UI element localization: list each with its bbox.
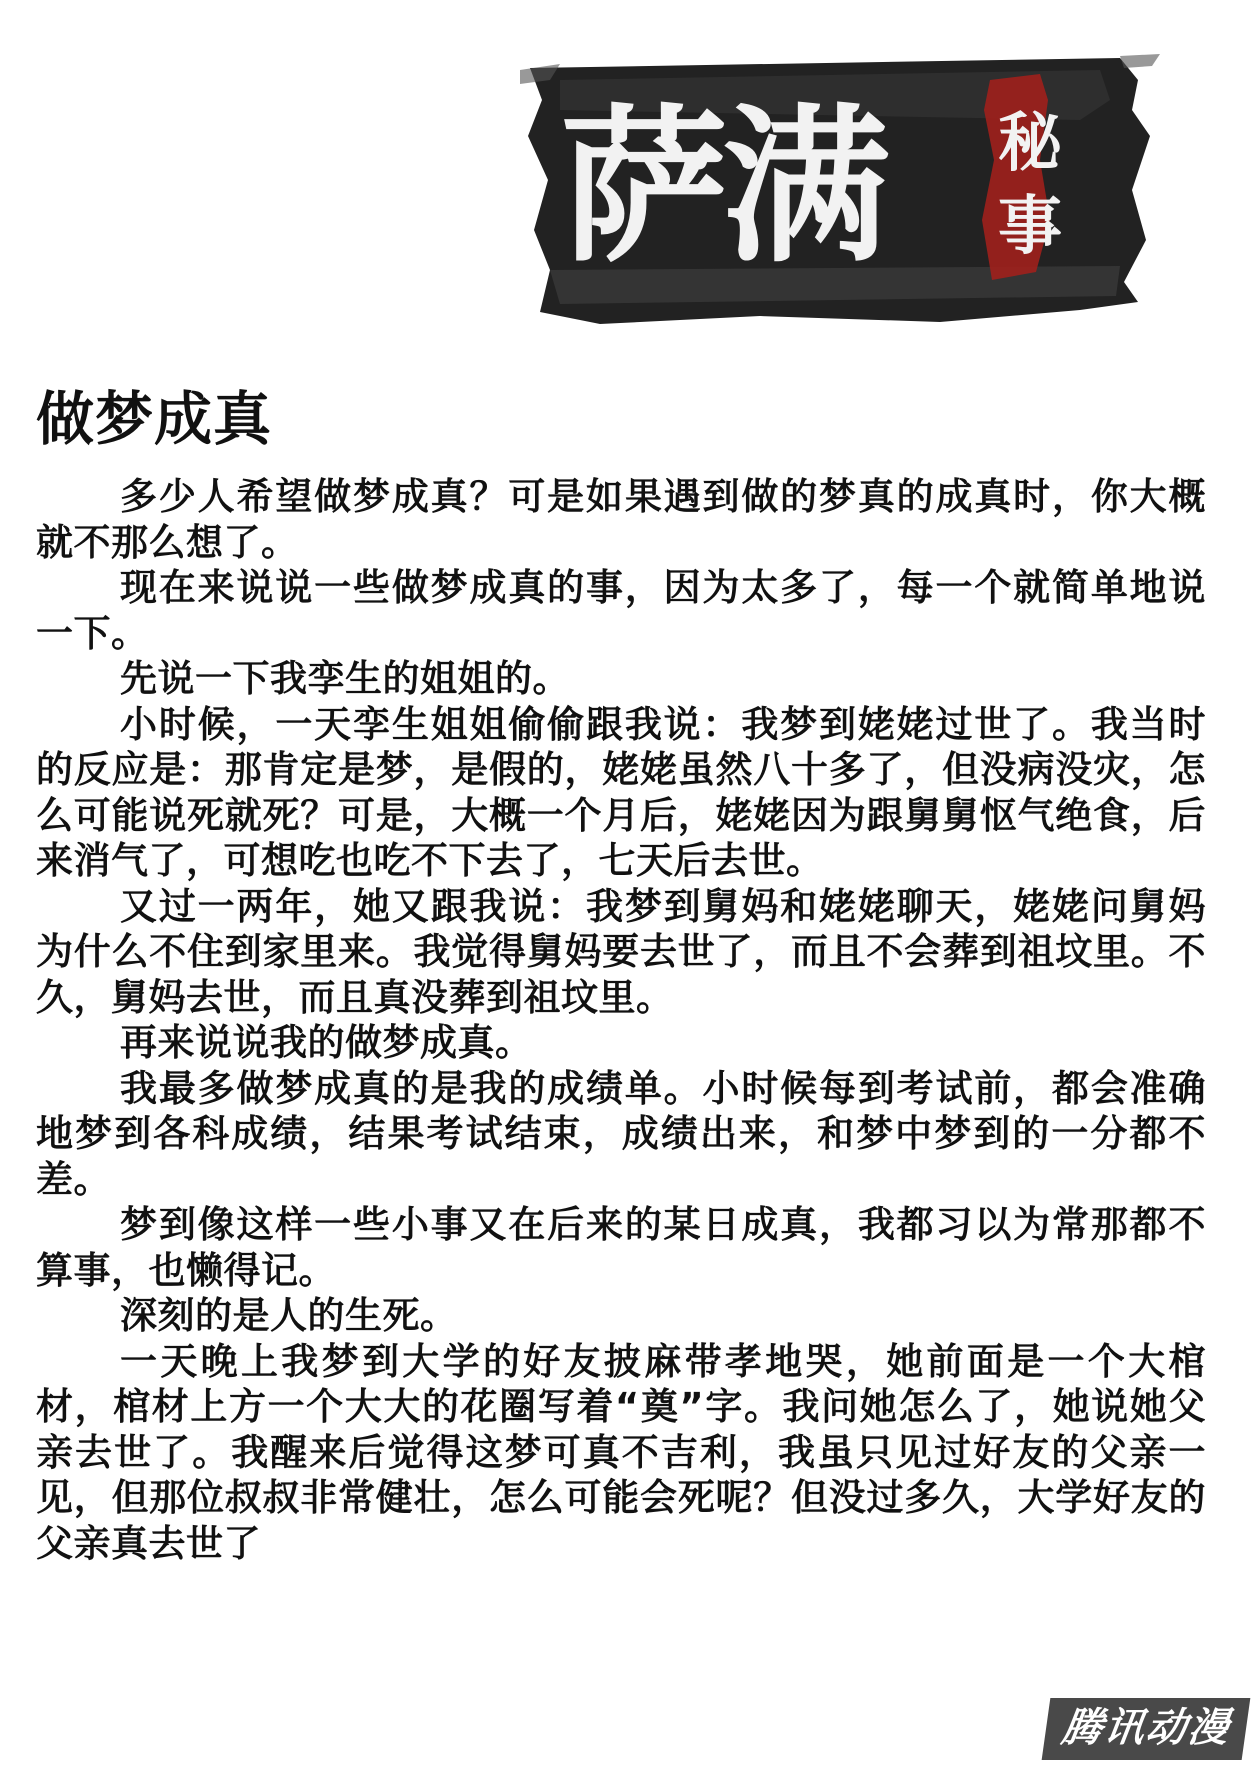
paragraph: 先说一下我孪生的姐姐的。 xyxy=(120,657,570,700)
paragraph: 我最多做梦成真的是我的成绩单。小时候每到考试前，都会准确地梦到各科成绩，结果考试结束，成绩出来，和梦中梦到的一分都不差。 xyxy=(36,1066,1206,1201)
logo-title-sub-1: 秘 xyxy=(998,106,1062,181)
article-title: 做梦成真 xyxy=(36,385,273,453)
paragraph: 梦到像这样一些小事又在后来的某日成真，我都习以为常那都不算事，也懒得记。 xyxy=(36,1203,1206,1292)
logo-title-sub-2: 事 xyxy=(998,189,1062,264)
paragraph: 一天晚上我梦到大学的好友披麻带孝地哭，她前面是一个大棺材，棺材上方一个大大的花圈写着“奠”字。我问她怎么了，她说她父亲去世了。我醒来后觉得这梦可真不吉利，我虽只见过好友的父亲一见，但那位叔叔非常健壮，怎么可能会死呢？但没过多久，大学好友的父亲真去世了 xyxy=(36,1339,1206,1565)
article-body xyxy=(36,474,1206,1566)
paragraph: 多少人希望做梦成真？可是如果遇到做的梦真的成真时，你大概就不那么想了。 xyxy=(36,475,1206,564)
paragraph: 深刻的是人的生死。 xyxy=(120,1294,458,1337)
paragraph: 又过一两年，她又跟我说：我梦到舅妈和姥姥聊天，姥姥问舅妈为什么不住到家里来。我觉得舅妈要去世了，而且不会葬到祖坟里。不久，舅妈去世，而且真没葬到祖坟里。 xyxy=(36,884,1206,1019)
logo-title-main: 萨满 xyxy=(560,87,884,285)
paragraph: 小时候，一天孪生姐姐偷偷跟我说：我梦到姥姥过世了。我当时的反应是：那肯定是梦，是假的，姥姥虽然八十多了，但没病没灾，怎么可能说死就死？可是，大概一个月后，姥姥因为跟舅舅怄气绝食，后来消气了，可想吃也吃不下去了，七天后去世。 xyxy=(36,702,1206,882)
paragraph: 现在来说说一些做梦成真的事，因为太多了，每一个就简单地说一下。 xyxy=(36,566,1206,655)
paragraph: 再来说说我的做梦成真。 xyxy=(120,1021,533,1064)
article xyxy=(36,386,1206,1566)
ink-brush-logo xyxy=(520,40,1160,330)
title-logo-banner xyxy=(520,40,1160,330)
watermark-logo: 腾讯动漫 xyxy=(1042,1698,1251,1760)
